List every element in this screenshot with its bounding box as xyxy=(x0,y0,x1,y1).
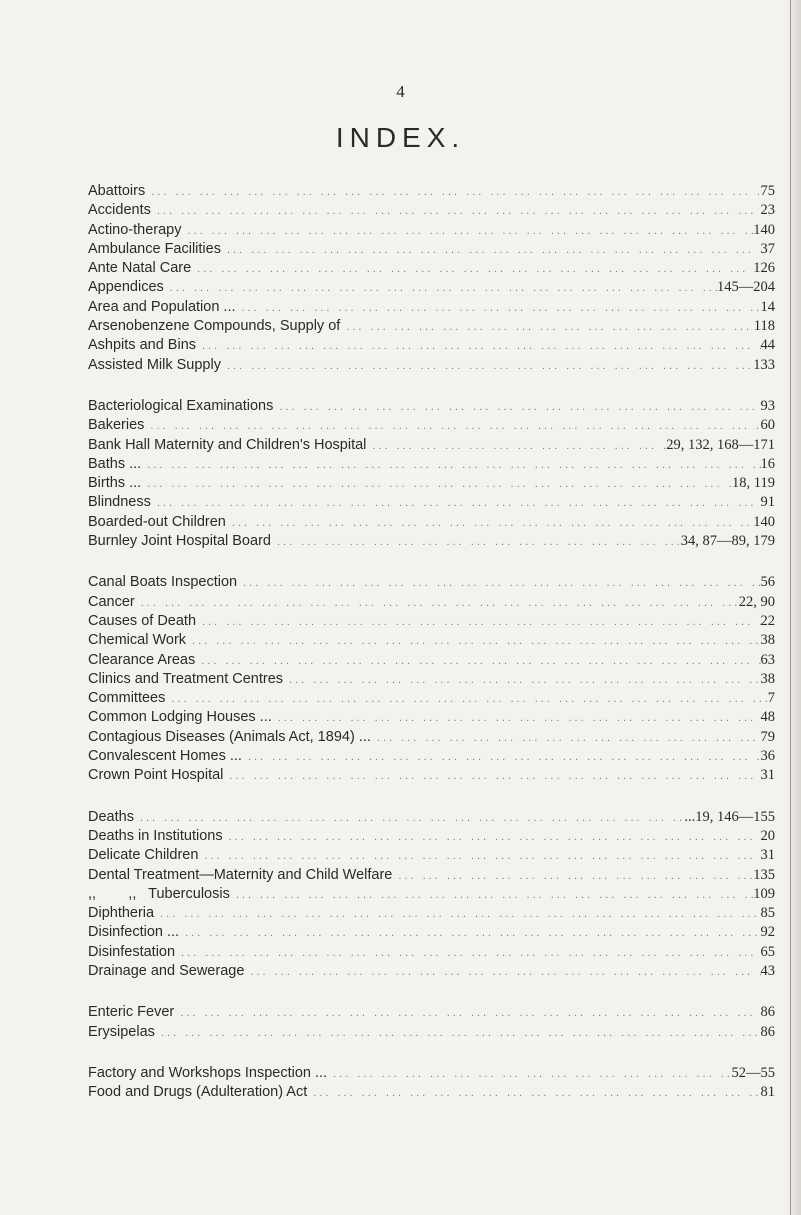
index-term: Convalescent Homes ... xyxy=(88,748,242,765)
index-group xyxy=(88,573,775,785)
dot-leader xyxy=(272,709,761,728)
index-entry xyxy=(88,846,775,865)
dot-leader xyxy=(221,241,761,260)
dot-leader xyxy=(164,279,717,298)
index-pages: 31 xyxy=(760,767,775,784)
index-entry xyxy=(88,221,775,240)
index-term: Deaths in Institutions xyxy=(88,827,223,844)
index-entry xyxy=(88,240,775,259)
index-pages: 93 xyxy=(760,397,775,414)
index-term: Births ... xyxy=(88,475,142,492)
index-entry xyxy=(88,317,775,336)
dot-leader xyxy=(236,299,761,318)
index-entry xyxy=(88,474,775,493)
dot-leader xyxy=(366,437,666,456)
dot-leader xyxy=(271,533,681,552)
index-pages: 63 xyxy=(760,651,775,668)
dot-leader xyxy=(196,613,760,632)
index-term: Actino-therapy xyxy=(88,221,182,238)
index-entry xyxy=(88,1003,775,1022)
index-group xyxy=(88,182,775,375)
index-pages: 140 xyxy=(753,221,775,238)
index-entry xyxy=(88,962,775,981)
dot-leader xyxy=(273,398,760,417)
index-pages: 140 xyxy=(753,513,775,530)
index-pages: 7 xyxy=(767,690,775,707)
dot-leader xyxy=(191,260,753,279)
index-entry xyxy=(88,455,775,474)
dot-leader xyxy=(145,183,760,202)
index-entry xyxy=(88,436,775,455)
index-entry xyxy=(88,631,775,650)
index-term: Deaths xyxy=(88,808,134,825)
dot-leader xyxy=(392,867,753,886)
index-pages: 86 xyxy=(760,1023,775,1040)
index-entry xyxy=(88,201,775,220)
dot-leader xyxy=(135,594,739,613)
index-pages: 85 xyxy=(760,905,775,922)
dot-leader xyxy=(340,318,753,337)
index-term: Bakeries xyxy=(88,417,145,434)
index-term: Accidents xyxy=(88,202,151,219)
index-pages: 126 xyxy=(753,260,775,277)
index-pages: 37 xyxy=(760,240,775,257)
index-entry xyxy=(88,651,775,670)
dot-leader xyxy=(179,924,760,943)
dot-leader xyxy=(155,1024,761,1043)
dot-leader xyxy=(371,729,761,748)
index-term: Assisted Milk Supply xyxy=(88,356,221,373)
index-pages: 92 xyxy=(760,924,775,941)
dot-leader xyxy=(141,475,732,494)
index-term: Clearance Areas xyxy=(88,651,196,668)
index-pages: 34, 87—89, 179 xyxy=(680,533,775,550)
index-term: Committees xyxy=(88,690,166,707)
dot-leader xyxy=(151,202,761,221)
index-pages: 145—204 xyxy=(717,279,775,296)
index-pages: 52—55 xyxy=(731,1064,775,1081)
dot-leader xyxy=(223,767,760,786)
dot-leader xyxy=(175,944,760,963)
dot-leader xyxy=(144,417,760,436)
dot-leader xyxy=(307,1084,760,1103)
index-term: Area and Population ... xyxy=(88,298,236,315)
index-pages: 29, 132, 168—171 xyxy=(666,436,775,453)
index-term: Erysipelas xyxy=(88,1023,155,1040)
index-pages: 75 xyxy=(760,183,775,199)
index-pages: 16 xyxy=(760,455,775,472)
index-pages: 31 xyxy=(760,847,775,864)
dot-leader xyxy=(242,748,761,767)
index-entry xyxy=(88,747,775,766)
index-term: Bank Hall Maternity and Children's Hospital xyxy=(88,436,367,453)
index-entry xyxy=(88,866,775,885)
index-entry xyxy=(88,356,775,375)
dot-leader xyxy=(141,456,760,475)
index-pages: 23 xyxy=(760,202,775,219)
dot-leader xyxy=(196,337,760,356)
dot-leader xyxy=(151,494,761,513)
index-group xyxy=(88,397,775,551)
index-term: ,, ,, Tuberculosis xyxy=(88,885,230,902)
index-pages: 56 xyxy=(760,574,775,591)
index-term: Chemical Work xyxy=(88,632,187,649)
index-pages: 36 xyxy=(760,748,775,765)
index-term: Ante Natal Care xyxy=(88,260,192,277)
index-entry xyxy=(88,612,775,631)
index-entry xyxy=(88,278,775,297)
index-entry xyxy=(88,593,775,612)
index-term: Canal Boats Inspection xyxy=(88,574,238,591)
index-term: Common Lodging Houses ... xyxy=(88,709,272,726)
index-term: Crown Point Hospital xyxy=(88,767,224,784)
index-entry xyxy=(88,1064,775,1083)
index-entry xyxy=(88,416,775,435)
index-entry xyxy=(88,182,775,201)
index-term: Arsenobenzene Compounds, Supply of xyxy=(88,318,341,335)
dot-leader xyxy=(198,847,760,866)
index-entry xyxy=(88,670,775,689)
index-entry xyxy=(88,1083,775,1102)
dot-leader xyxy=(226,514,753,533)
index-pages: 48 xyxy=(760,709,775,726)
index-term: Baths ... xyxy=(88,455,142,472)
dot-leader xyxy=(154,905,760,924)
index-entry xyxy=(88,336,775,355)
index-pages: 18, 119 xyxy=(732,475,775,492)
index-entry xyxy=(88,885,775,904)
index-entry xyxy=(88,827,775,846)
dot-leader xyxy=(283,671,760,690)
index-entry xyxy=(88,298,775,317)
index-group xyxy=(88,1064,775,1103)
index-pages: 60 xyxy=(760,417,775,434)
dot-leader xyxy=(230,886,753,905)
dot-leader xyxy=(223,828,761,847)
index-pages: ...19, 146—155 xyxy=(684,808,775,825)
index-term: Ambulance Facilities xyxy=(88,240,221,257)
index-entry xyxy=(88,689,775,708)
dot-leader xyxy=(327,1065,731,1084)
index-pages: 135 xyxy=(753,866,775,883)
index-entry xyxy=(88,808,775,827)
index-term: Drainage and Sewerage xyxy=(88,962,245,979)
page-edge-line xyxy=(790,0,791,1215)
dot-leader xyxy=(244,963,760,982)
page-number: 4 xyxy=(396,82,405,101)
index-pages: 109 xyxy=(753,885,775,902)
dot-leader xyxy=(195,652,760,671)
page-title: INDEX. xyxy=(335,122,466,153)
index-pages: 79 xyxy=(760,728,775,745)
index-term: Clinics and Treatment Centres xyxy=(88,670,284,687)
index-term: Dental Treatment—Maternity and Child Welfare xyxy=(88,866,393,883)
index-term: Contagious Diseases (Animals Act, 1894) ... xyxy=(88,728,371,745)
index-entry xyxy=(88,259,775,278)
dot-leader xyxy=(221,357,753,376)
index-entry xyxy=(88,943,775,962)
index-term: Food and Drugs (Adulteration) Act xyxy=(88,1084,308,1101)
index-term: Blindness xyxy=(88,494,151,511)
index-pages: 43 xyxy=(760,962,775,979)
index-term: Bacteriological Examinations xyxy=(88,397,274,414)
index-pages: 14 xyxy=(760,298,775,315)
index-term: Cancer xyxy=(88,593,135,610)
index-pages: 38 xyxy=(760,670,775,687)
index-pages: 22 xyxy=(760,612,775,629)
index-entry xyxy=(88,493,775,512)
index-pages: 133 xyxy=(753,356,775,373)
index-term: Disinfestation xyxy=(88,943,176,960)
index-entry xyxy=(88,708,775,727)
index-entry xyxy=(88,532,775,551)
index-pages: 65 xyxy=(760,943,775,960)
index-entry xyxy=(88,1023,775,1042)
index-term: Ashpits and Bins xyxy=(88,337,197,354)
index-pages: 38 xyxy=(760,632,775,649)
index-pages: 118 xyxy=(753,318,775,335)
index-group xyxy=(88,1003,775,1042)
dot-leader xyxy=(237,574,760,593)
index-pages: 20 xyxy=(760,827,775,844)
index-term: Diphtheria xyxy=(88,905,155,922)
index-pages: 86 xyxy=(760,1004,775,1021)
index-term: Abattoirs xyxy=(88,183,146,199)
index-term: Disinfection ... xyxy=(88,924,180,941)
dot-leader xyxy=(174,1004,760,1023)
dot-leader xyxy=(182,222,754,241)
index-term: Factory and Workshops Inspection ... xyxy=(88,1064,328,1081)
index-term: Enteric Fever xyxy=(88,1004,175,1021)
index-pages: 22, 90 xyxy=(738,593,775,610)
index-entry xyxy=(88,728,775,747)
index-entry xyxy=(88,766,775,785)
index-entry xyxy=(88,397,775,416)
index-pages: 81 xyxy=(760,1084,775,1101)
dot-leader xyxy=(165,690,767,709)
index-list xyxy=(88,182,775,1124)
index-term: Boarded-out Children xyxy=(88,513,226,530)
index-pages: 91 xyxy=(760,494,775,511)
index-pages: 44 xyxy=(760,337,775,354)
index-group xyxy=(88,808,775,982)
index-entry xyxy=(88,513,775,532)
index-term: Delicate Children xyxy=(88,847,199,864)
index-entry xyxy=(88,904,775,923)
index-term: Burnley Joint Hospital Board xyxy=(88,533,271,550)
dot-leader xyxy=(186,632,760,651)
dot-leader xyxy=(134,809,684,828)
index-term: Appendices xyxy=(88,279,164,296)
index-entry xyxy=(88,923,775,942)
index-entry xyxy=(88,573,775,592)
index-term: Causes of Death xyxy=(88,612,197,629)
